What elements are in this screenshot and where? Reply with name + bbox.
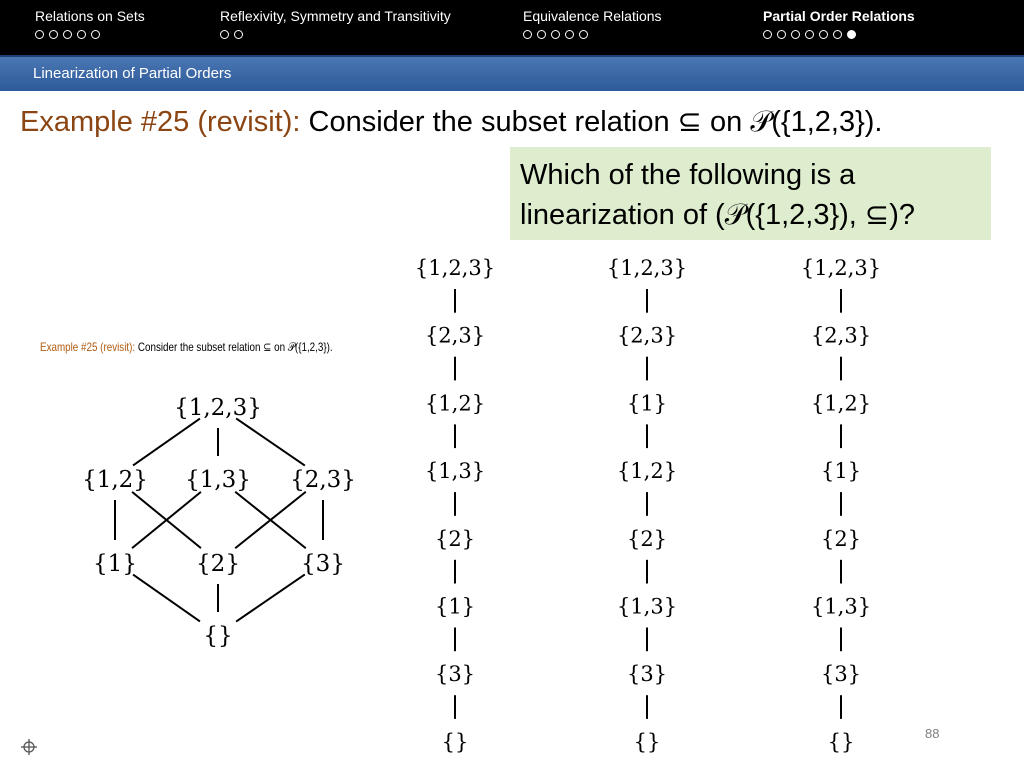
chain-node: {1,3} [616, 594, 678, 619]
chain-node: {1} [434, 594, 476, 619]
chain-node: {2} [820, 526, 862, 551]
nav-section-1[interactable] [220, 8, 451, 39]
chain-node: {3} [434, 662, 476, 687]
chain-node: {2,3} [616, 323, 678, 348]
page-number: 88 [925, 726, 940, 741]
chain-node: {1} [626, 391, 668, 416]
nav-slide-dot[interactable] [551, 30, 560, 39]
nav-section-title[interactable]: Reflexivity, Symmetry and Transitivity [220, 8, 451, 24]
hasse-edge [133, 575, 200, 622]
chain-option-3[interactable] [801, 256, 881, 754]
nav-slide-dot[interactable] [565, 30, 574, 39]
hasse-node: {1,3} [185, 467, 251, 493]
nav-section-3[interactable] [763, 8, 915, 39]
chain-node: {2} [434, 526, 476, 551]
question-line-1: Which of the following is a [520, 159, 856, 191]
heading-text: Consider the subset relation ⊆ on 𝒫({1,2,3}). [308, 106, 883, 138]
hasse-edge [236, 418, 305, 465]
nav-slide-dot[interactable] [523, 30, 532, 39]
hasse-diagram [70, 380, 390, 660]
chain-node: {1,2} [424, 391, 486, 416]
nav-section-title[interactable]: Relations on Sets [35, 8, 145, 24]
chain-node: {1,2} [616, 459, 678, 484]
subsection-title: Linearization of Partial Orders [33, 65, 232, 82]
nav-slide-dot[interactable] [819, 30, 828, 39]
hasse-node: {} [203, 623, 233, 649]
nav-slide-dot[interactable] [537, 30, 546, 39]
chain-node: {3} [820, 662, 862, 687]
hasse-node: {1,2,3} [174, 395, 262, 421]
question-line-2: linearization of (𝒫({1,2,3}), ⊆)? [520, 199, 916, 231]
nav-slide-dot[interactable] [63, 30, 72, 39]
chain-node: {1} [820, 459, 862, 484]
chain-node: {1,2,3} [800, 256, 882, 280]
chain-node: {1,3} [424, 459, 486, 484]
chain-node: {3} [626, 662, 668, 687]
subsection-bar [0, 55, 1024, 91]
chain-node: {2,3} [810, 323, 872, 348]
nav-section-title[interactable]: Partial Order Relations [763, 8, 915, 24]
example-label: Example #25 (revisit): [20, 106, 301, 138]
chain-node: {} [633, 729, 661, 754]
nav-slide-dot[interactable] [805, 30, 814, 39]
nav-section-2[interactable] [523, 8, 662, 39]
chain-option-2[interactable] [607, 256, 687, 754]
chain-node: {} [827, 729, 855, 754]
nav-slide-dot[interactable] [220, 30, 229, 39]
hasse-node: {1} [93, 551, 137, 577]
nav-dots [35, 30, 145, 39]
nav-dots [523, 30, 662, 39]
hasse-node: {2,3} [290, 467, 356, 493]
chain-node: {2,3} [424, 323, 486, 348]
nav-slide-dot[interactable] [35, 30, 44, 39]
crosshair-icon[interactable] [20, 738, 38, 756]
slide-heading [20, 104, 882, 139]
nav-slide-dot[interactable] [234, 30, 243, 39]
hasse-node: {1,2} [82, 467, 148, 493]
nav-slide-dot[interactable] [77, 30, 86, 39]
nav-slide-dot[interactable] [49, 30, 58, 39]
chain-node: {2} [626, 526, 668, 551]
nav-slide-dot[interactable] [763, 30, 772, 39]
nav-slide-dot[interactable] [833, 30, 842, 39]
thumbnail-caption [40, 340, 333, 355]
chain-node: {1,2,3} [414, 256, 496, 280]
linearization-options [395, 248, 915, 763]
hasse-node: {3} [301, 551, 345, 577]
nav-slide-dot[interactable] [791, 30, 800, 39]
chain-node: {1,2} [810, 391, 872, 416]
nav-section-0[interactable] [35, 8, 145, 39]
nav-slide-dot[interactable] [847, 30, 856, 39]
nav-dots [763, 30, 915, 39]
chain-option-1[interactable] [415, 256, 495, 754]
hasse-node: {2} [196, 551, 240, 577]
thumbnail-text: Consider the subset relation ⊆ on 𝒫({1,2,3}). [137, 340, 333, 354]
question-box [510, 147, 991, 240]
nav-slide-dot[interactable] [91, 30, 100, 39]
nav-dots [220, 30, 451, 39]
nav-slide-dot[interactable] [579, 30, 588, 39]
thumbnail-example-label: Example #25 (revisit): [40, 340, 136, 354]
nav-section-title[interactable]: Equivalence Relations [523, 8, 662, 24]
hasse-edge [236, 574, 305, 621]
nav-slide-dot[interactable] [777, 30, 786, 39]
chain-node: {1,3} [810, 594, 872, 619]
chain-node: {} [441, 729, 469, 754]
hasse-edge [133, 419, 200, 466]
chain-node: {1,2,3} [606, 256, 688, 280]
